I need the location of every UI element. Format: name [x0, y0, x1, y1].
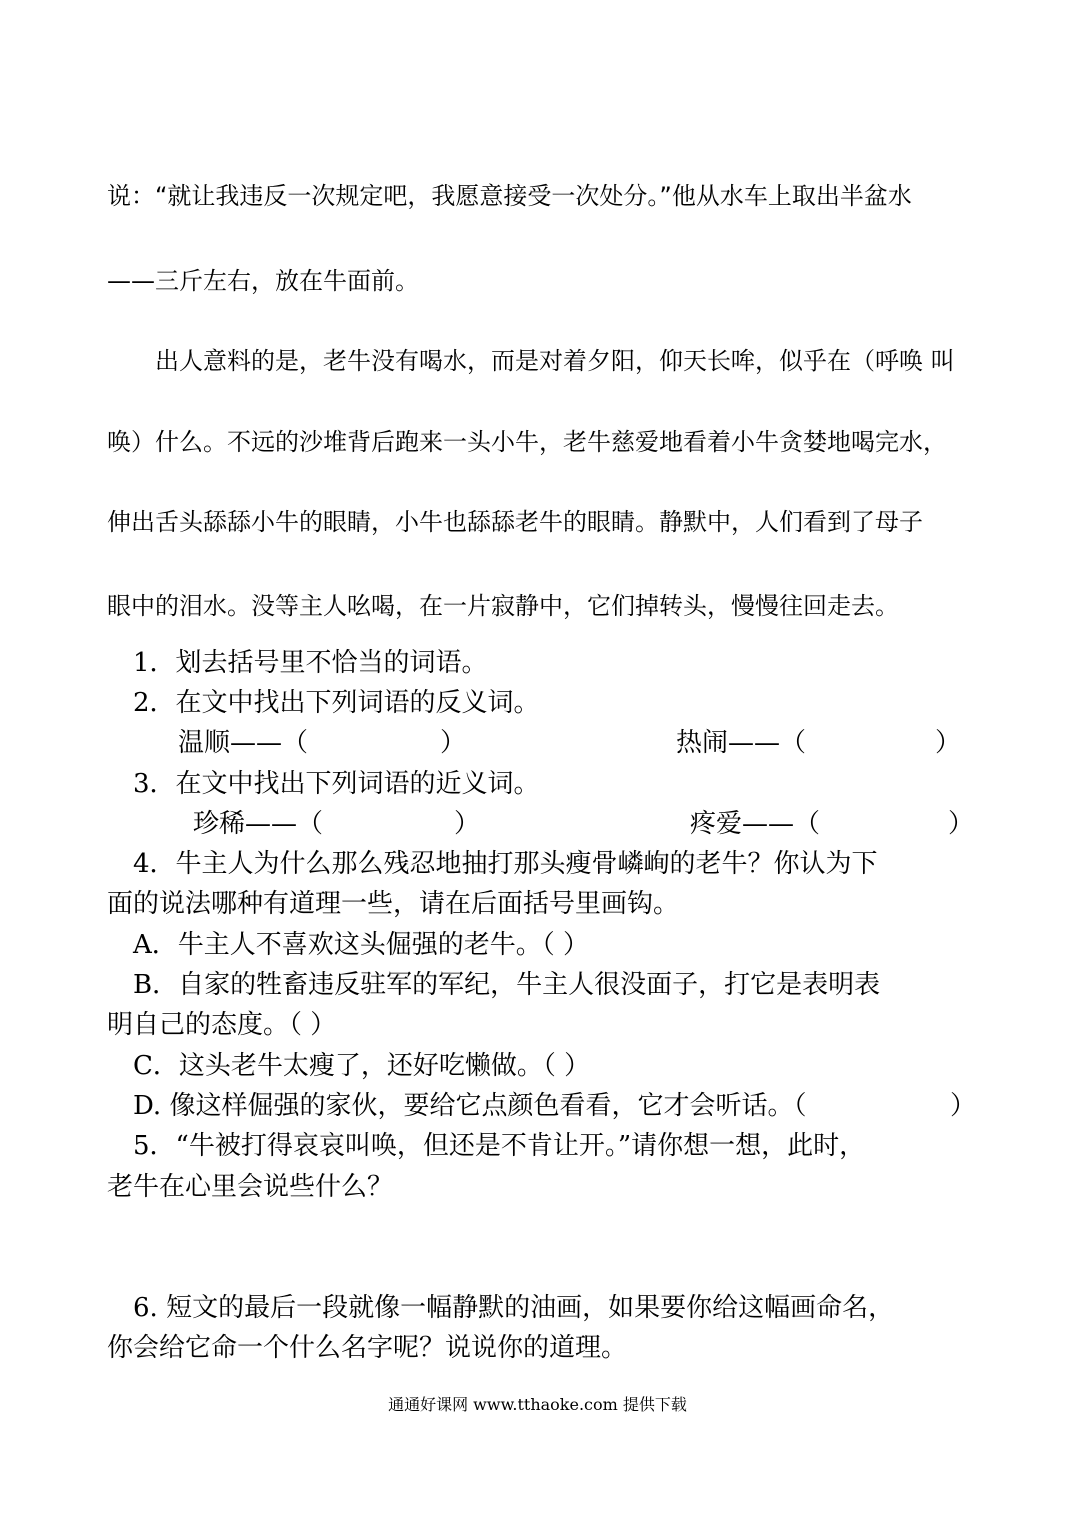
passage-line-2: ——三斤左右，放在牛面前。 — [107, 267, 419, 295]
option-b-line-1: B．自家的牲畜违反驻军的军纪，牛主人很没面子，打它是表明表 — [133, 970, 881, 1000]
q2-antonym-2-close: ） — [935, 728, 962, 758]
question-6-line-2: 你会给它命一个什么名字呢？说说你的道理。 — [107, 1333, 628, 1363]
q2-antonym-1-close: ） — [440, 728, 467, 758]
question-4-line-2: 面的说法哪种有道理一些，请在后面括号里画钩。 — [107, 889, 680, 919]
passage-line-1: 说：“就让我违反一次规定吧，我愿意接受一次处分。”他从水车上取出半盆水 — [107, 182, 912, 210]
question-3: 3．在文中找出下列词语的近义词。 — [133, 769, 540, 799]
option-c: C．这头老牛太瘦了，还好吃懒做。（ ） — [133, 1051, 591, 1081]
question-6-line-1: 6. 短文的最后一段就像一幅静默的油画，如果要你给这幅画命名， — [133, 1293, 895, 1323]
footer-credit: 通通好课网 www.tthaoke.com 提供下载 — [388, 1395, 687, 1414]
q3-synonym-1-label: 珍稀——（ — [193, 809, 324, 839]
option-b-line-2: 明自己的态度。（ ） — [107, 1010, 337, 1040]
q2-antonym-2-label: 热闹——（ — [676, 728, 807, 758]
q3-synonym-2-close: ） — [948, 809, 975, 839]
q3-synonym-2-label: 疼爱——（ — [690, 809, 821, 839]
q3-synonym-1-close: ） — [454, 809, 481, 839]
question-4-line-1: 4．牛主人为什么那么残忍地抽打那头瘦骨嶙峋的老牛？你认为下 — [133, 849, 878, 879]
question-2: 2．在文中找出下列词语的反义词。 — [133, 688, 540, 718]
question-1: 1．划去括号里不恰当的词语。 — [133, 648, 488, 678]
q2-antonym-1-label: 温顺——（ — [178, 728, 309, 758]
option-d: D. 像这样倔强的家伙，要给它点颜色看看，它才会听话。（ — [133, 1091, 807, 1121]
passage-line-5: 伸出舌头舔舔小牛的眼睛，小牛也舔舔老牛的眼睛。静默中，人们看到了母子 — [107, 508, 923, 536]
question-5-line-1: 5．“牛被打得哀哀叫唤，但还是不肯让开。”请你想一想，此时， — [133, 1131, 866, 1161]
option-a: A．牛主人不喜欢这头倔强的老牛。（ ） — [133, 930, 590, 960]
passage-line-3: 出人意料的是，老牛没有喝水，而是对着夕阳，仰天长哞，似乎在（呼唤 叫 — [155, 347, 955, 375]
passage-line-4: 唤）什么。不远的沙堆背后跑来一头小牛，老牛慈爱地看着小牛贪婪地喝完水， — [107, 428, 947, 456]
option-d-close: ） — [950, 1091, 977, 1121]
question-5-line-2: 老牛在心里会说些什么？ — [107, 1172, 394, 1202]
passage-line-6: 眼中的泪水。没等主人吆喝，在一片寂静中，它们掉转头，慢慢往回走去。 — [107, 592, 899, 620]
